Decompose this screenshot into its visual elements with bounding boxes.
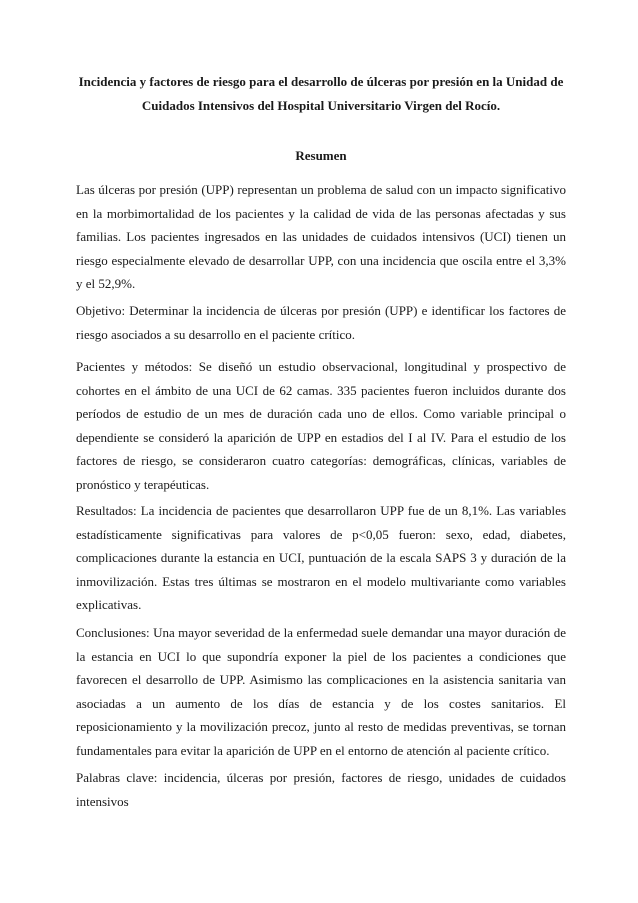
paragraph-objetivo: Objetivo: Determinar la incidencia de úlceras por presión (UPP) e identificar los factores de riesgo asociados a su desarrollo en el paciente crítico. bbox=[76, 303, 566, 342]
title-line-1: Incidencia y factores de riesgo para el desarrollo de úlceras por presión en la Unidad de bbox=[78, 74, 564, 89]
paragraph-conclusiones: Conclusiones: Una mayor severidad de la enfermedad suele demandar una mayor duración de la estancia en UCI lo que supondría exponer la piel de los pacientes a condiciones que favorecen el desarrollo de UPP. Asimismo las complicaciones en la asistencia sanitaria van asociadas a un aumento de los días de estancia y de los costes sanitarios. El reposicionamiento y la movilización precoz, junto al resto de medidas preventivas, se tornan fundamentales para evitar la aparición de UPP en el entorno de atención al paciente crítico. bbox=[76, 625, 566, 758]
document-title bbox=[76, 70, 566, 118]
title-line-2: Cuidados Intensivos del Hospital Universitario Virgen del Rocío. bbox=[141, 98, 501, 113]
paragraph-intro: Las úlceras por presión (UPP) representan un problema de salud con un impacto significativo en la morbimortalidad de los pacientes y la calidad de vida de las personas afectadas y sus familias. Los pacientes ingresados en las unidades de cuidados intensivos (UCI) tienen un riesgo especialmente elevado de desarrollar UPP, con una incidencia que oscila entre el 3,3% y el 52,9%. bbox=[76, 182, 566, 292]
paragraph-resultados: Resultados: La incidencia de pacientes que desarrollaron UPP fue de un 8,1%. Las variables estadísticamente significativas para valores de p<0,05 fueron: sexo, edad, diabetes, complicaciones durante la estancia en UCI, puntuación de la escala SAPS 3 y duración de la inmovilización. Estas tres últimas se mostraron en el modelo multivariante como variables explicativas. bbox=[76, 503, 566, 613]
paragraph-metodos: Pacientes y métodos: Se diseñó un estudio observacional, longitudinal y prospectivo de cohortes en el ámbito de una UCI de 62 camas. 335 pacientes fueron incluidos durante dos períodos de estudio de un mes de duración cada uno de ellos. Como variable principal o dependiente se consideró la aparición de UPP en estadios del I al IV. Para el estudio de los factores de riesgo, se consideraron cuatro categorías: demográficas, clínicas, variables de pronóstico y terapéuticas. bbox=[76, 359, 566, 492]
section-heading: Resumen bbox=[295, 148, 347, 163]
paragraph-palabras-clave: Palabras clave: incidencia, úlceras por presión, factores de riesgo, unidades de cuidados intensivos bbox=[76, 770, 566, 809]
